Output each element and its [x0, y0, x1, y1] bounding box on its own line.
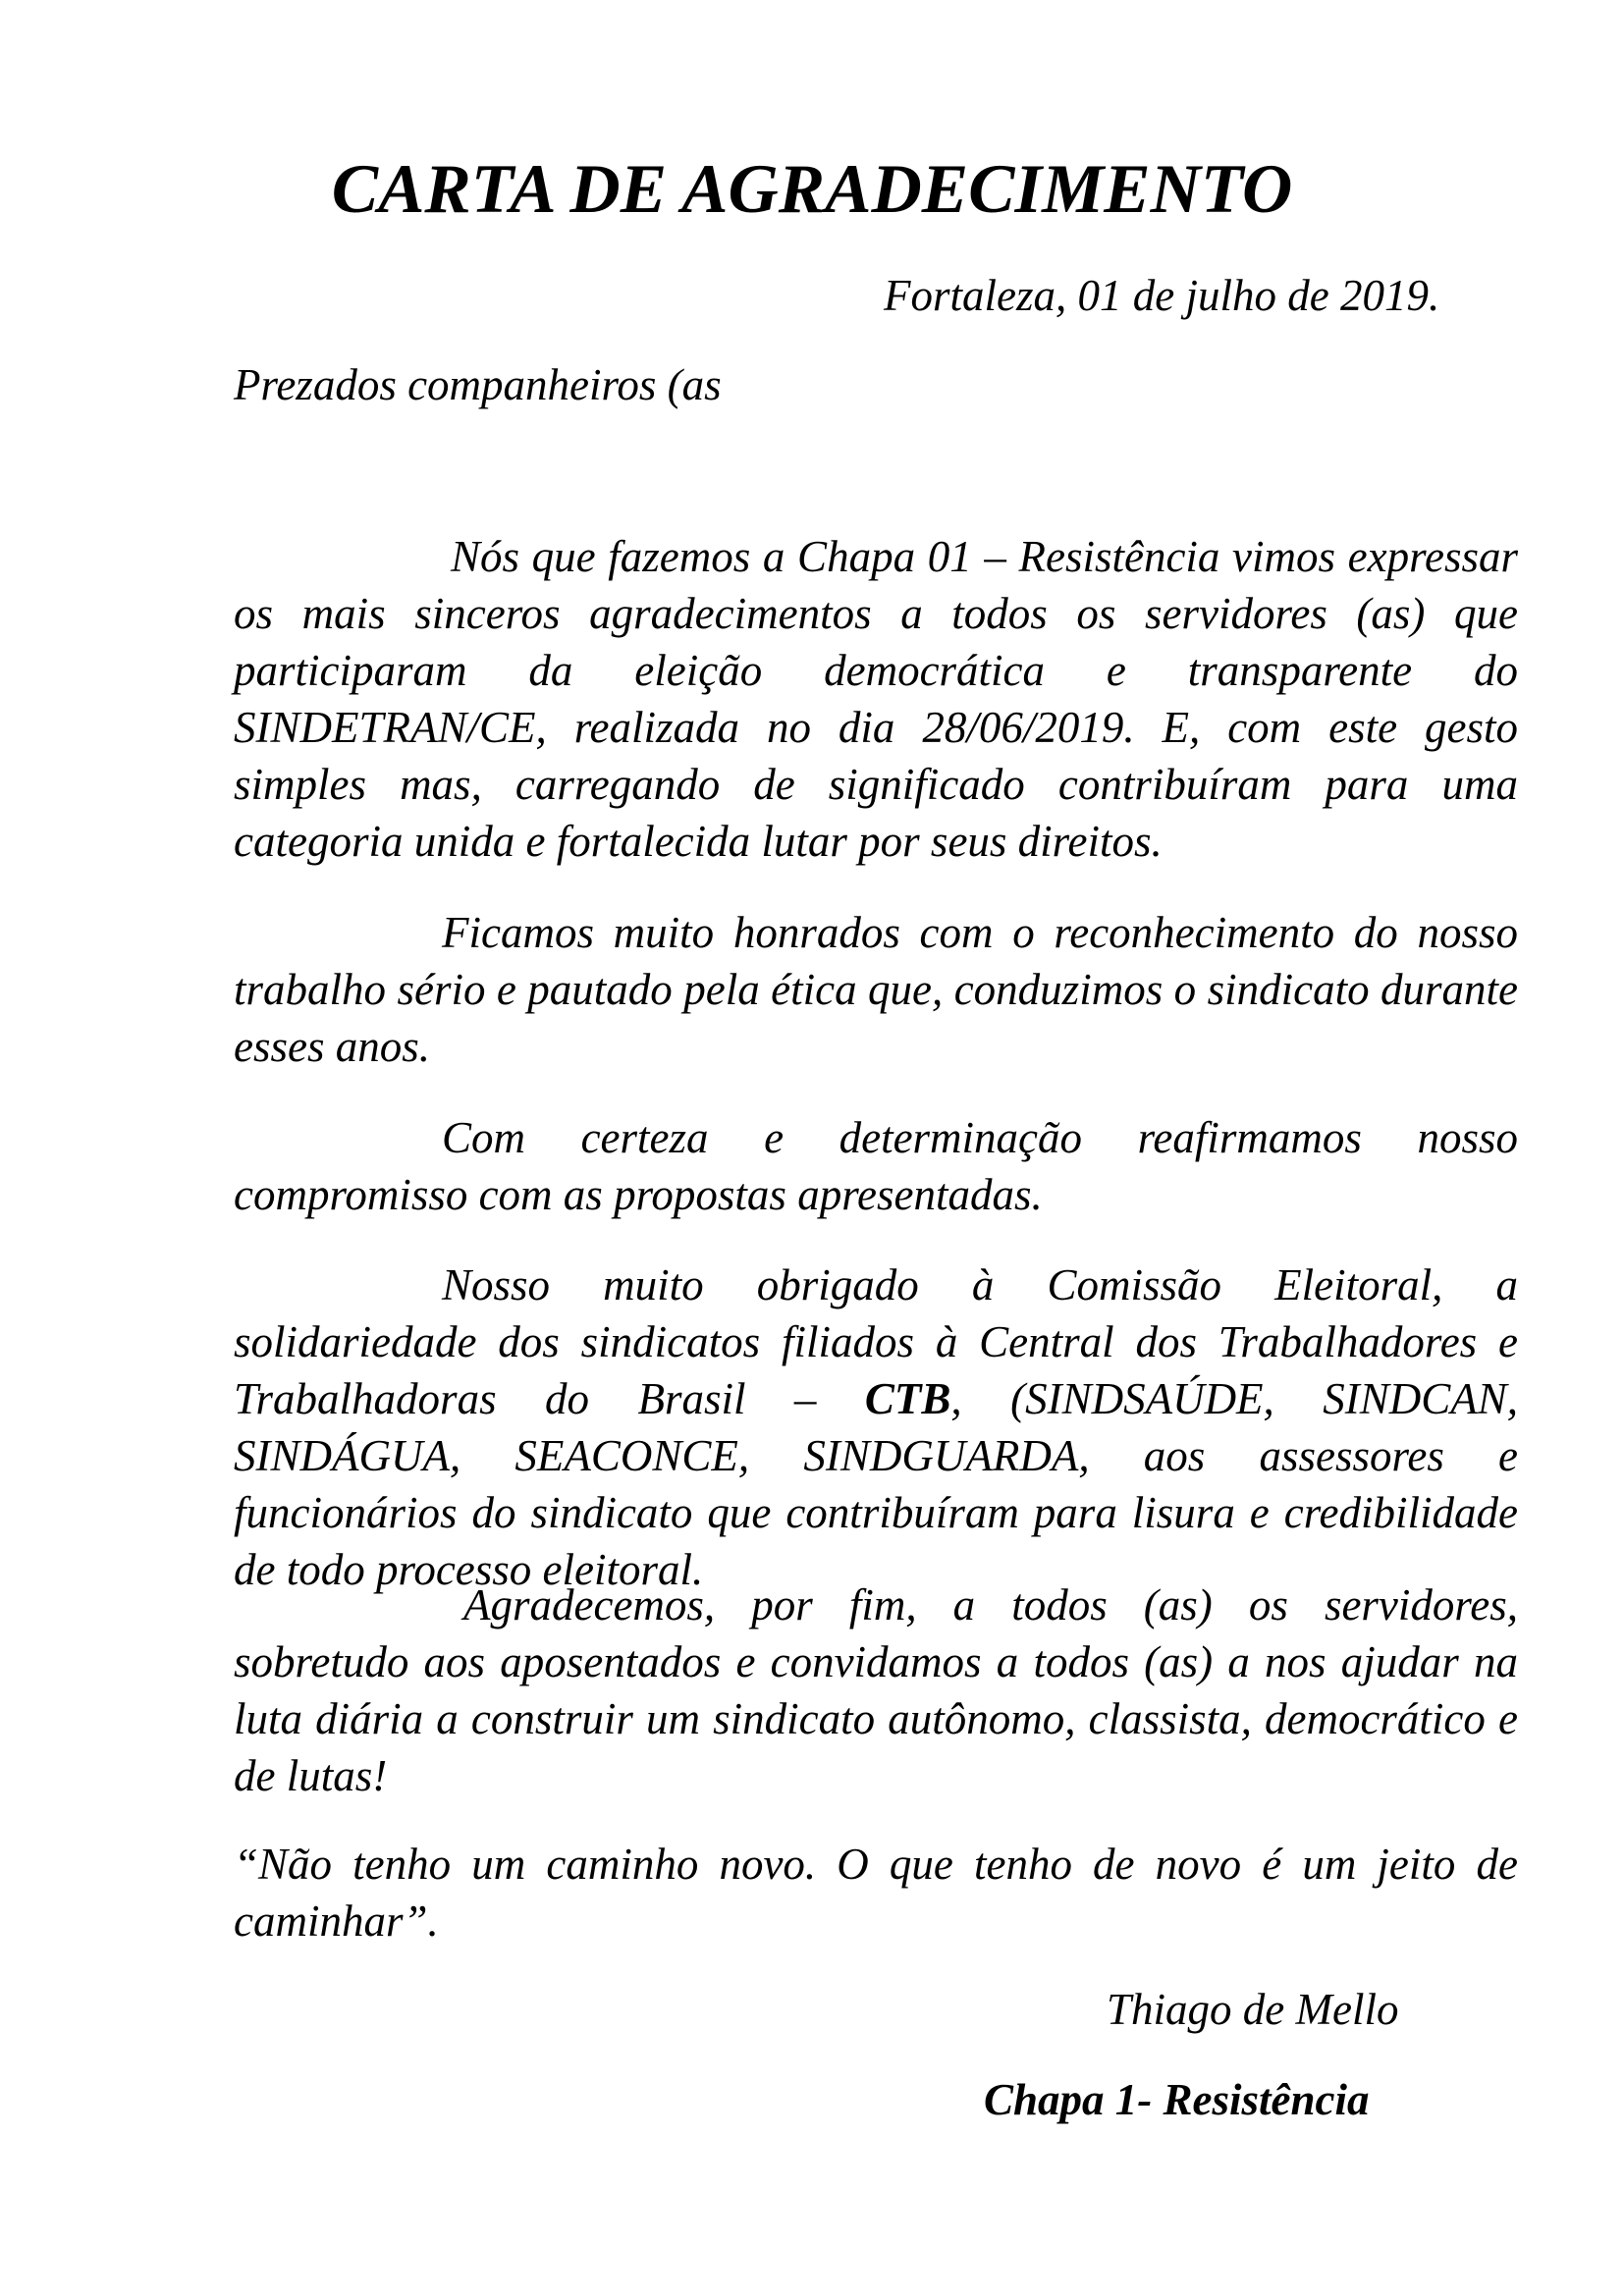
paragraph-acknowledgments-text-a: Nosso muito obrigado à Comissão Eleitoral, a solidariedade dos sindicatos filiados à Central dos Trabalhadores e Trabalhadoras do Brasil – [234, 1260, 1518, 1423]
letter-salutation: Prezados companheiros (as [234, 360, 722, 409]
paragraph-honored [234, 904, 1518, 1075]
paragraph-commitment-text: Com certeza e determinação reafirmamos nosso compromisso com as propostas apresentadas. [234, 1113, 1518, 1219]
quote-author: Thiago de Mello [1107, 1985, 1399, 2034]
paragraph-thanks [234, 528, 1518, 870]
paragraph-commitment [234, 1109, 1518, 1223]
paragraph-acknowledgments [234, 1256, 1518, 1598]
paragraph-thanks-text: Nós que fazemos a Chapa 01 – Resistência vimos expressar os mais sinceros agradecimentos a todos os servidores (as) que participaram da eleição democrática e transparente do SINDETRAN/CE, realizada no dia 28/06/2019. E, com este gesto simples mas, carregando de significado contribuíram para uma categoria unida e fortalecida lutar por seus direitos. [234, 532, 1518, 866]
ctb-acronym: CTB [864, 1374, 951, 1423]
paragraph-acknowledgments-text-b: , (SINDSAÚDE, SINDCAN, SINDÁGUA, SEACONCE, SINDGUARDA, aos assessores e funcionários do sindicato que contribuíram para lisura e credibilidade de todo processo eleitoral. [234, 1374, 1519, 1594]
signature: Chapa 1- Resistência [984, 2075, 1370, 2124]
paragraph-honored-text: Ficamos muito honrados com o reconhecimento do nosso trabalho sério e pautado pela ética que, conduzimos o sindicato durante esses anos. [234, 908, 1518, 1071]
letter-title: CARTA DE AGRADECIMENTO [331, 151, 1293, 228]
paragraph-invitation [234, 1576, 1518, 1804]
closing-quote: “Não tenho um caminho novo. O que tenho de novo é um jeito de caminhar”. [234, 1840, 1518, 1946]
paragraph-invitation-text: Agradecemos, por fim, a todos (as) os servidores, sobretudo aos aposentados e convidamos a todos (as) a nos ajudar na luta diária a construir um sindicato autônomo, classista, democrático e de lutas! [234, 1580, 1518, 1800]
letter-dateline: Fortaleza, 01 de julho de 2019. [884, 271, 1440, 320]
